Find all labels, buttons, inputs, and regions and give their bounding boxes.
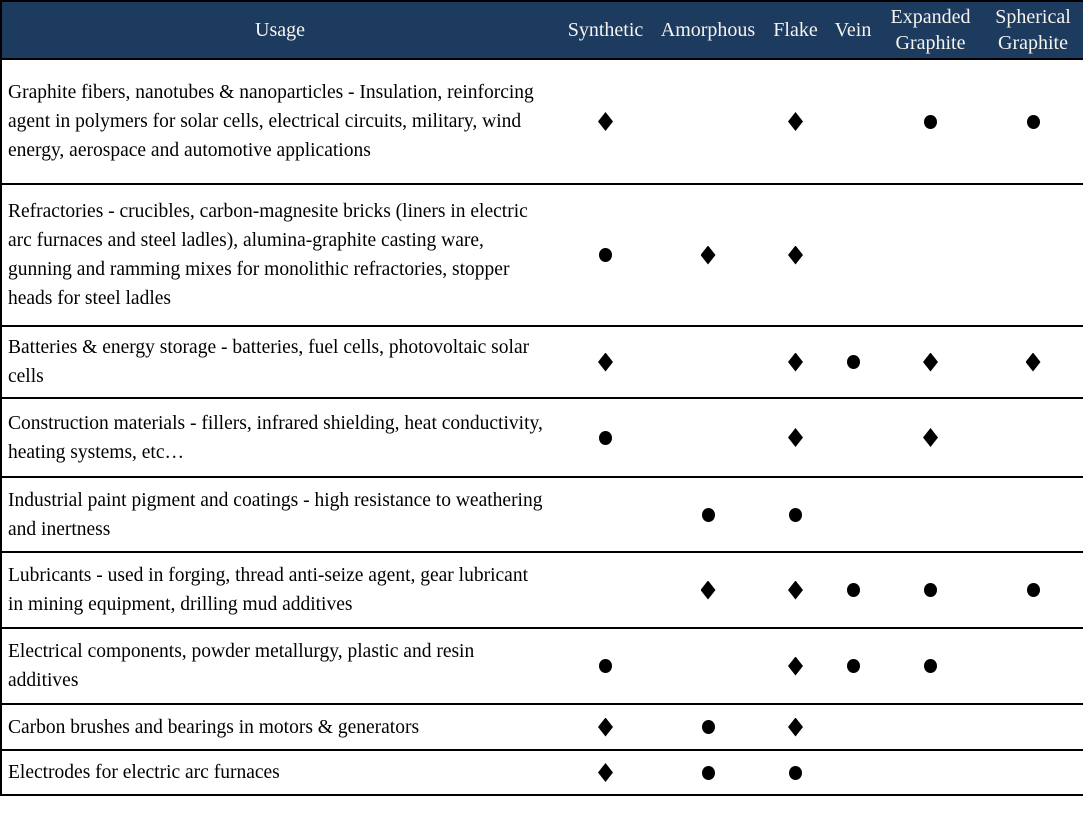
marker-cell xyxy=(983,704,1083,750)
table-row xyxy=(1,628,1083,704)
circle-marker-icon xyxy=(924,115,937,129)
table-row xyxy=(1,552,1083,628)
table-row xyxy=(1,477,1083,552)
marker-cell xyxy=(653,184,763,326)
usage-cell: Industrial paint pigment and coatings - high resistance to weathering and inertness xyxy=(8,489,543,540)
marker-cell xyxy=(828,704,878,750)
marker-cell xyxy=(558,704,653,750)
marker-cell xyxy=(983,184,1083,326)
header-row xyxy=(1,1,1083,59)
table-row xyxy=(1,184,1083,326)
table-row xyxy=(1,750,1083,795)
usage-cell: Electrodes for electric arc furnaces xyxy=(8,762,280,783)
circle-marker-icon xyxy=(599,248,612,262)
marker-cell xyxy=(763,326,828,398)
column-header-usage: Usage xyxy=(1,1,558,59)
circle-marker-icon xyxy=(702,720,715,734)
usage-cell: Graphite fibers, nanotubes & nanoparticles - Insulation, reinforcing agent in polymers for solar cells, electrical circuits, military, wind energy, aerospace and automotive applications xyxy=(8,82,534,161)
marker-cell xyxy=(653,477,763,552)
marker-cell xyxy=(828,184,878,326)
diamond-marker-icon xyxy=(788,246,803,265)
marker-cell xyxy=(558,477,653,552)
marker-cell xyxy=(558,184,653,326)
marker-cell xyxy=(558,398,653,477)
circle-marker-icon xyxy=(789,766,802,780)
marker-cell xyxy=(558,326,653,398)
marker-cell xyxy=(653,326,763,398)
marker-cell xyxy=(653,704,763,750)
diamond-marker-icon xyxy=(788,428,803,447)
marker-cell xyxy=(763,59,828,184)
marker-cell xyxy=(558,628,653,704)
diamond-marker-icon xyxy=(701,246,716,265)
diamond-marker-icon xyxy=(788,718,803,737)
circle-marker-icon xyxy=(1027,583,1040,597)
circle-marker-icon xyxy=(599,431,612,445)
marker-cell xyxy=(878,704,983,750)
column-header-spherical-graphite: Spherical Graphite xyxy=(983,1,1083,59)
marker-cell xyxy=(653,750,763,795)
usage-cell: Construction materials - fillers, infrared shielding, heat conductivity, heating systems, etc… xyxy=(8,412,543,463)
marker-cell xyxy=(763,552,828,628)
marker-cell xyxy=(983,552,1083,628)
marker-cell xyxy=(828,326,878,398)
table-row xyxy=(1,326,1083,398)
marker-cell xyxy=(878,326,983,398)
diamond-marker-icon xyxy=(1026,353,1041,372)
marker-cell xyxy=(983,59,1083,184)
column-header-synthetic: Synthetic xyxy=(558,1,653,59)
marker-cell xyxy=(653,398,763,477)
marker-cell xyxy=(763,628,828,704)
marker-cell xyxy=(828,59,878,184)
usage-cell: Carbon brushes and bearings in motors & generators xyxy=(8,716,420,738)
marker-cell xyxy=(878,552,983,628)
circle-marker-icon xyxy=(847,659,860,673)
marker-cell xyxy=(653,628,763,704)
marker-cell xyxy=(763,184,828,326)
marker-cell xyxy=(983,628,1083,704)
diamond-marker-icon xyxy=(598,353,613,372)
diamond-marker-icon xyxy=(788,112,803,131)
marker-cell xyxy=(828,750,878,795)
diamond-marker-icon xyxy=(788,353,803,372)
circle-marker-icon xyxy=(1027,115,1040,129)
marker-cell xyxy=(558,59,653,184)
diamond-marker-icon xyxy=(788,657,803,676)
marker-cell xyxy=(878,59,983,184)
diamond-marker-icon xyxy=(701,581,716,600)
usage-cell: Electrical components, powder metallurgy, plastic and resin additives xyxy=(8,641,475,691)
marker-cell xyxy=(878,750,983,795)
marker-cell xyxy=(878,184,983,326)
table-header xyxy=(1,1,1083,59)
table-row xyxy=(1,398,1083,477)
diamond-marker-icon xyxy=(923,428,938,447)
marker-cell xyxy=(983,326,1083,398)
marker-cell xyxy=(828,398,878,477)
usage-cell: Refractories - crucibles, carbon-magnesite bricks (liners in electric arc furnaces and steel ladles), alumina-graphite casting ware, gunning and ramming mixes for monolithic refractories, stopper heads for steel ladles xyxy=(8,201,528,309)
column-header-expanded-graphite: Expanded Graphite xyxy=(878,1,983,59)
marker-cell xyxy=(763,477,828,552)
circle-marker-icon xyxy=(599,659,612,673)
table-row xyxy=(1,704,1083,750)
marker-cell xyxy=(558,750,653,795)
circle-marker-icon xyxy=(924,659,937,673)
circle-marker-icon xyxy=(789,508,802,522)
circle-marker-icon xyxy=(847,355,860,369)
marker-cell xyxy=(828,477,878,552)
usage-cell: Lubricants - used in forging, thread anti-seize agent, gear lubricant in mining equipment, drilling mud additives xyxy=(8,565,528,615)
circle-marker-icon xyxy=(924,583,937,597)
marker-cell xyxy=(983,750,1083,795)
table-row xyxy=(1,59,1083,184)
diamond-marker-icon xyxy=(923,353,938,372)
diamond-marker-icon xyxy=(788,581,803,600)
column-header-vein: Vein xyxy=(828,1,878,59)
marker-cell xyxy=(983,477,1083,552)
marker-cell xyxy=(878,628,983,704)
marker-cell xyxy=(878,477,983,552)
column-header-amorphous: Amorphous xyxy=(653,1,763,59)
marker-cell xyxy=(763,704,828,750)
marker-cell xyxy=(653,59,763,184)
diamond-marker-icon xyxy=(598,112,613,131)
diamond-marker-icon xyxy=(598,718,613,737)
marker-cell xyxy=(878,398,983,477)
marker-cell xyxy=(983,398,1083,477)
circle-marker-icon xyxy=(847,583,860,597)
circle-marker-icon xyxy=(702,766,715,780)
column-header-flake: Flake xyxy=(763,1,828,59)
marker-cell xyxy=(828,552,878,628)
table-body xyxy=(1,59,1083,795)
marker-cell xyxy=(558,552,653,628)
diamond-marker-icon xyxy=(598,763,613,782)
circle-marker-icon xyxy=(702,508,715,522)
marker-cell xyxy=(763,398,828,477)
marker-cell xyxy=(763,750,828,795)
marker-cell xyxy=(828,628,878,704)
usage-cell: Batteries & energy storage - batteries, fuel cells, photovoltaic solar cells xyxy=(8,337,530,387)
marker-cell xyxy=(653,552,763,628)
